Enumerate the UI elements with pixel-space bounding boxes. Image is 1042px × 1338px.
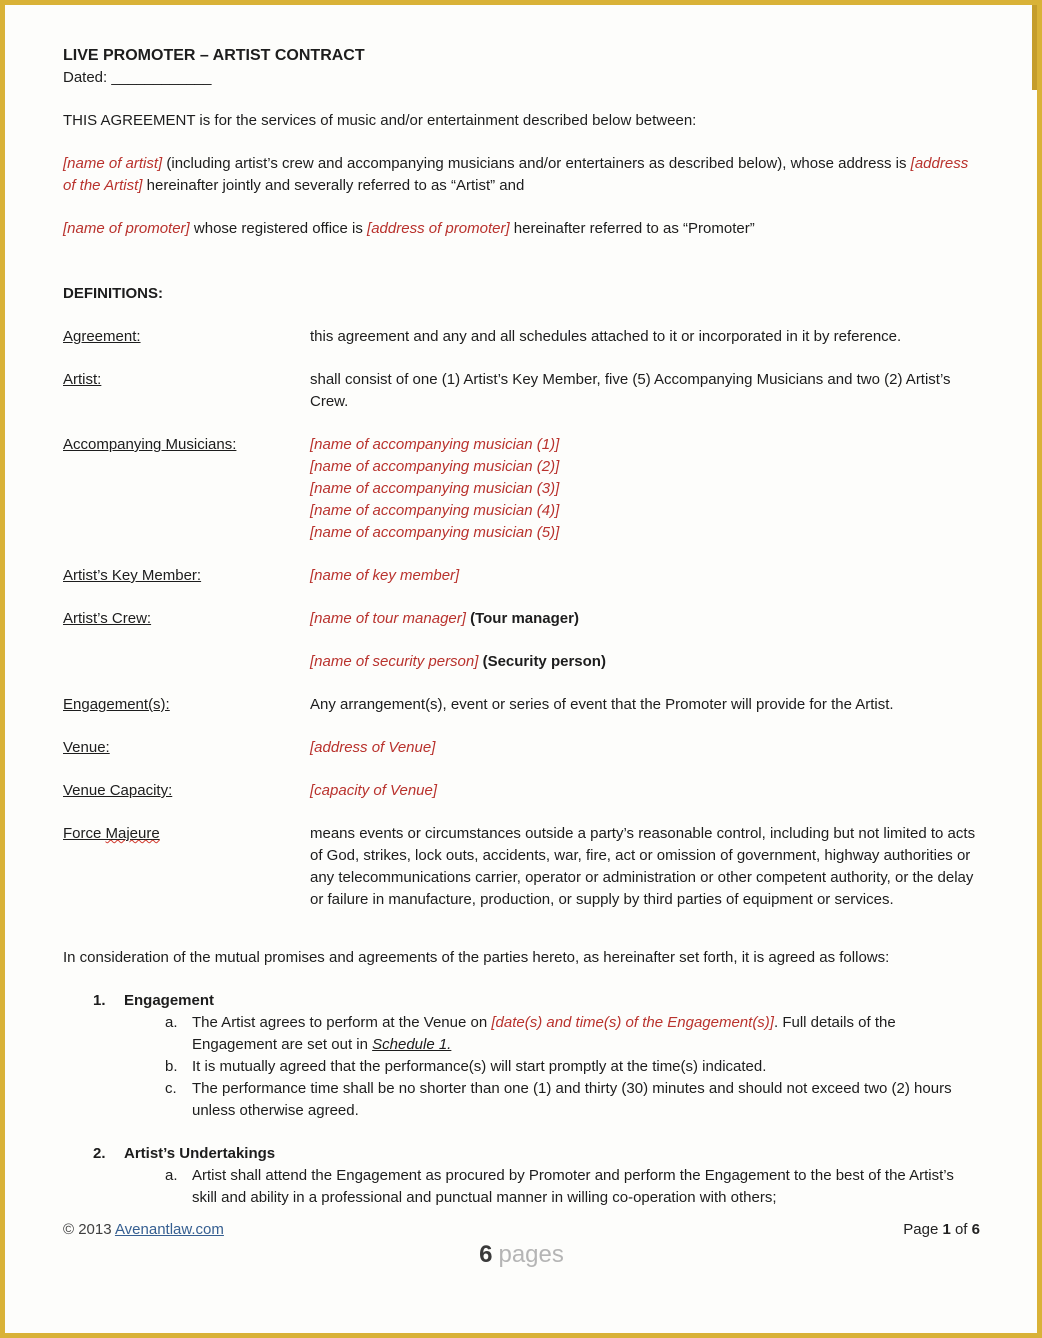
section-2-number: 2. <box>93 1145 106 1162</box>
agreement-lead-paragraph: THIS AGREEMENT is for the services of music and/or entertainment described below between: <box>63 112 697 129</box>
definitions-heading: DEFINITIONS: <box>63 285 163 302</box>
security-person-placeholder: [name of security person] <box>310 653 479 670</box>
definition-term: Accompanying Musicians: <box>63 436 237 453</box>
definition-value: means events or circumstances outside a party’s reasonable control, including but not limited to acts of God, strikes, lock outs, accidents, war, fire, act or omission of government, highway authorities or any telecommunications carrier, operator or administration or other competent authority, or the delay or failure in manufacture, production, or supply by third parties of equipment or services. <box>310 825 976 908</box>
musician-placeholder-5: [name of accompanying musician (5)] <box>310 524 560 541</box>
document-body <box>5 5 1037 1268</box>
dated-line <box>63 67 980 89</box>
definition-value: shall consist of one (1) Artist’s Key Member, five (5) Accompanying Musicians and two (2) Artist’s Crew. <box>310 371 951 410</box>
promoter-party-paragraph <box>63 218 980 240</box>
definition-value <box>310 608 980 673</box>
artist-address-placeholder: [address of the Artist] <box>63 155 969 194</box>
list-item-1a <box>165 1012 980 1056</box>
copyright-notice <box>63 1219 224 1241</box>
pages-count-banner <box>63 1242 980 1268</box>
list-item-1b <box>165 1056 980 1078</box>
item-text: The Artist agrees to perform at the Venue on [date(s) and time(s) of the Engagement(s)]. Full details of the Engagement are set out in Schedule 1. <box>192 1014 896 1053</box>
item-letter: a. <box>165 1167 178 1184</box>
promoter-address-placeholder: [address of promoter] <box>367 220 510 237</box>
tour-manager-label: (Tour manager) <box>465 610 579 627</box>
definition-row-force-majeure <box>63 823 980 911</box>
definition-term: Artist’s Crew: <box>63 610 152 627</box>
item-text: Artist shall attend the Engagement as procured by Promoter and perform the Engagement to the best of the Artist’s skill and ability in a professional and punctual manner in willing co-operation with others; <box>192 1167 954 1206</box>
section-1-title: Engagement <box>124 992 215 1009</box>
security-person-label: (Security person) <box>478 653 606 670</box>
document-title: LIVE PROMOTER – ARTIST CONTRACT <box>63 47 365 64</box>
definition-value <box>310 780 980 802</box>
definition-value <box>310 737 980 759</box>
definition-row-engagements <box>63 694 980 716</box>
definition-value: Any arrangement(s), event or series of event that the Promoter will provide for the Artist. <box>310 696 894 713</box>
key-member-placeholder: [name of key member] <box>310 567 460 584</box>
engagement-datetime-placeholder: [date(s) and time(s) of the Engagement(s)] <box>491 1014 774 1031</box>
tour-manager-placeholder: [name of tour manager] <box>310 610 466 627</box>
crew-line-security-person <box>310 651 980 673</box>
artist-para-text-2: hereinafter jointly and severally referred to as “Artist” and <box>142 177 525 194</box>
page-footer <box>63 1219 980 1241</box>
force-majeure-word-2-misspelling-underline: Majeure <box>105 825 160 842</box>
section-1-heading <box>93 990 980 1012</box>
definition-value: this agreement and any and all schedules attached to it or incorporated in it by reference. <box>310 328 902 345</box>
definition-row-key-member <box>63 565 980 587</box>
promoter-para-text-1: whose registered office is <box>189 220 368 237</box>
definition-value <box>310 434 980 544</box>
musician-placeholder-3: [name of accompanying musician (3)] <box>310 480 560 497</box>
definition-value <box>310 565 980 587</box>
definition-term: Artist: <box>63 371 102 388</box>
schedule-1-reference: Schedule 1. <box>372 1036 452 1053</box>
page-indicator: Page 1 of 6 <box>903 1221 980 1238</box>
musician-placeholder-4: [name of accompanying musician (4)] <box>310 502 560 519</box>
artist-name-placeholder: [name of artist] <box>63 155 163 172</box>
venue-capacity-placeholder: [capacity of Venue] <box>310 782 438 799</box>
item-text: It is mutually agreed that the performance(s) will start promptly at the time(s) indicated. <box>192 1058 767 1075</box>
definition-row-artists-crew <box>63 608 980 673</box>
promoter-name-placeholder: [name of promoter] <box>63 220 190 237</box>
item-text: The performance time shall be no shorter than one (1) and thirty (30) minutes and should not exceed two (2) hours unless otherwise agreed. <box>192 1080 952 1119</box>
promoter-para-text-2: hereinafter referred to as “Promoter” <box>509 220 755 237</box>
list-item-1c <box>165 1078 980 1122</box>
crew-line-tour-manager <box>310 608 980 630</box>
force-majeure-word-1: Force <box>63 825 106 842</box>
total-page-number: 6 <box>971 1221 980 1238</box>
consideration-paragraph: In consideration of the mutual promises and agreements of the parties hereto, as hereinafter set forth, it is agreed as follows: <box>63 949 890 966</box>
definition-row-artist <box>63 369 980 413</box>
definition-row-venue <box>63 737 980 759</box>
item-letter: a. <box>165 1014 178 1031</box>
definition-row-accompanying-musicians <box>63 434 980 544</box>
section-2-heading <box>93 1143 980 1165</box>
definition-term: Venue: <box>63 739 110 756</box>
definition-row-agreement <box>63 326 980 348</box>
dated-label: Dated: <box>63 69 112 86</box>
current-page-number: 1 <box>942 1221 951 1238</box>
item-letter: b. <box>165 1058 178 1075</box>
artist-party-paragraph <box>63 153 980 197</box>
copyright-text: © 2013 <box>63 1221 115 1238</box>
definition-term: Artist’s Key Member: <box>63 567 202 584</box>
section-2-artists-undertakings <box>93 1143 980 1209</box>
musician-placeholder-1: [name of accompanying musician (1)] <box>310 436 560 453</box>
section-1-engagement <box>93 990 980 1122</box>
pages-count-label: pages <box>498 1241 564 1268</box>
item-letter: c. <box>165 1080 177 1097</box>
definition-term: Venue Capacity: <box>63 782 173 799</box>
definition-row-venue-capacity <box>63 780 980 802</box>
section-2-title: Artist’s Undertakings <box>124 1145 276 1162</box>
list-item-2a <box>165 1165 980 1209</box>
dated-blank-line: ____________ <box>111 69 212 86</box>
artist-para-text-1: (including artist’s crew and accompanying musicians and/or entertainers as described below), whose address is <box>162 155 911 172</box>
definition-term <box>63 823 310 911</box>
avenantlaw-link[interactable]: Avenantlaw.com <box>114 1221 224 1238</box>
definition-term: Agreement: <box>63 328 141 345</box>
frame-accent <box>1032 5 1037 90</box>
venue-address-placeholder: [address of Venue] <box>310 739 436 756</box>
definition-term: Engagement(s): <box>63 696 170 713</box>
pages-count-number: 6 <box>479 1241 493 1268</box>
musician-placeholder-2: [name of accompanying musician (2)] <box>310 458 560 475</box>
section-1-number: 1. <box>93 992 106 1009</box>
